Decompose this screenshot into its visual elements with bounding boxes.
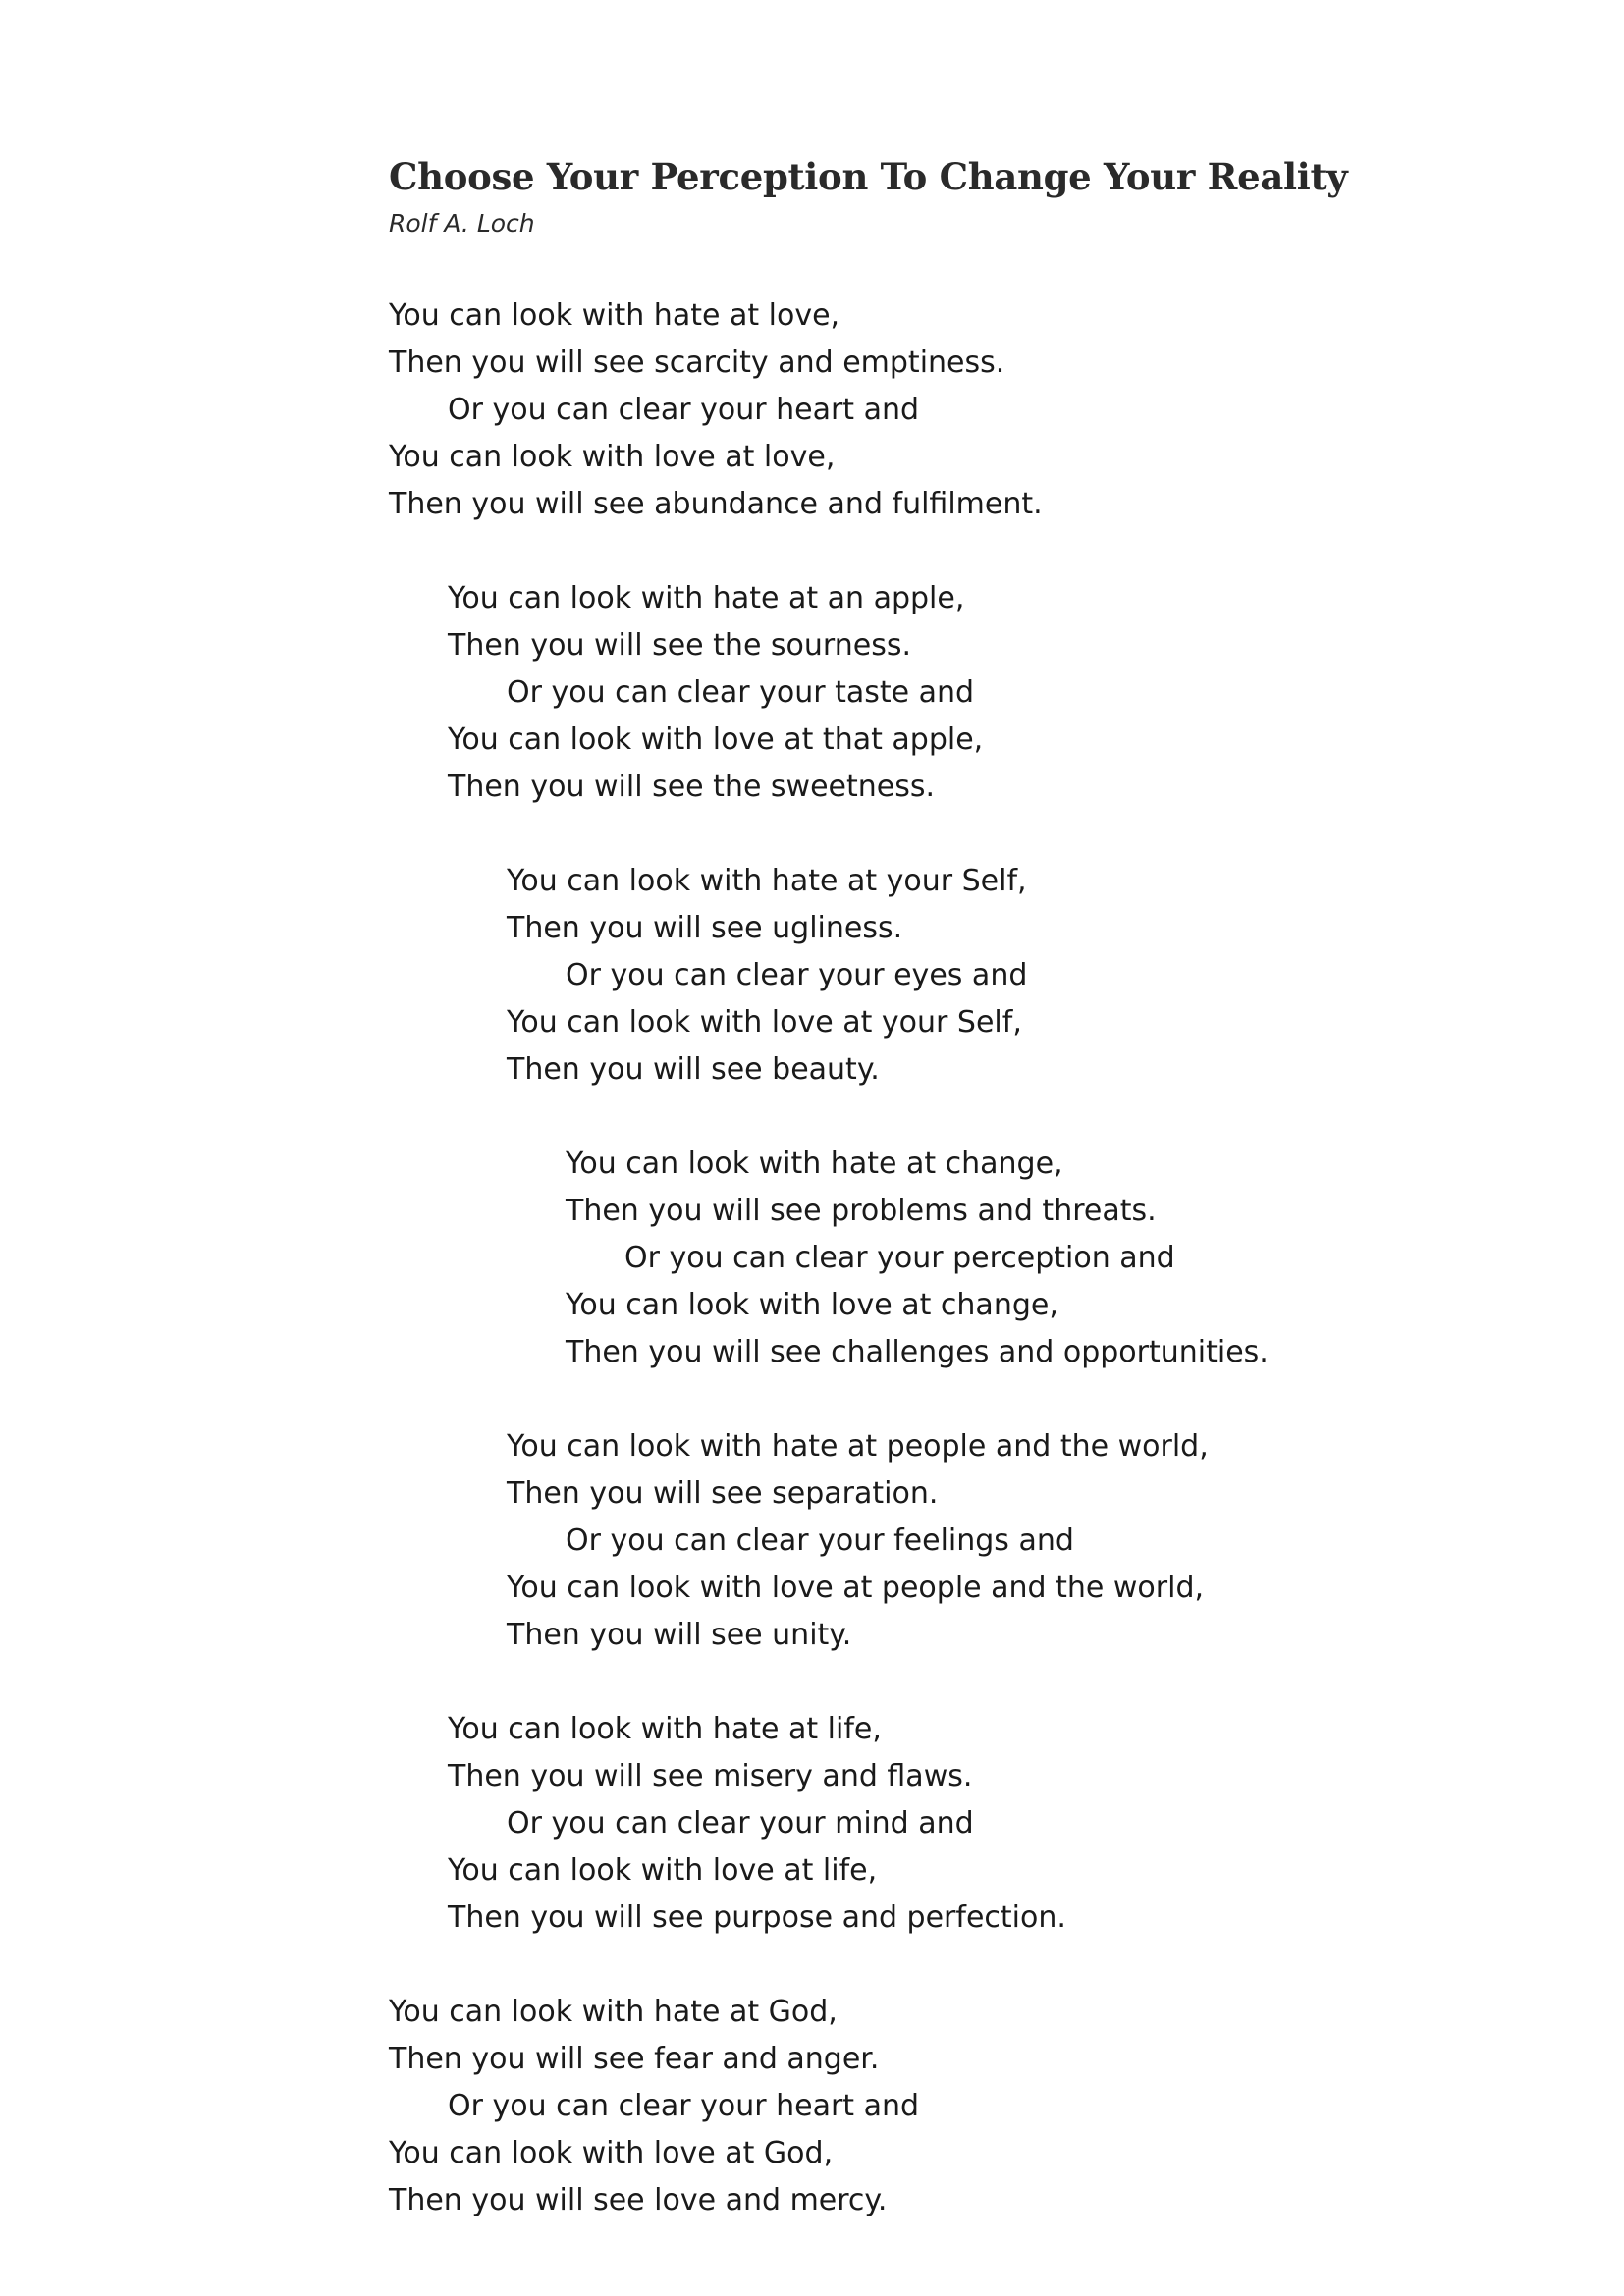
poem-line: You can look with love at change, <box>566 1288 1058 1322</box>
poem-line: You can look with love at people and the world, <box>507 1571 1205 1605</box>
stanza <box>389 858 1269 1094</box>
poem-line: You can look with hate at change, <box>566 1147 1063 1181</box>
poem-line: Or you can clear your heart and <box>448 393 920 427</box>
poem-line: Then you will see separation. <box>507 1476 939 1511</box>
poem-line: Or you can clear your feelings and <box>566 1523 1074 1558</box>
poem-line: Or you can clear your perception and <box>624 1241 1175 1275</box>
poem-line: You can look with love at that apple, <box>448 722 984 757</box>
poem-line: Then you will see purpose and perfection. <box>448 1900 1066 1935</box>
poem-line: Or you can clear your taste and <box>507 675 975 710</box>
poem-line: Then you will see scarcity and emptiness. <box>389 346 1005 380</box>
poem-line: You can look with hate at people and the world, <box>507 1429 1209 1464</box>
poem-line: Then you will see unity. <box>507 1618 852 1652</box>
poem-line: Or you can clear your mind and <box>507 1806 974 1841</box>
poem-line: Then you will see problems and threats. <box>566 1194 1157 1228</box>
stanza <box>389 1141 1269 1376</box>
poem-line: Then you will see abundance and fulfilment. <box>389 487 1043 521</box>
poem-line: You can look with hate at your Self, <box>507 864 1027 898</box>
stanza <box>389 293 1269 528</box>
poem-line: Then you will see the sourness. <box>448 628 912 663</box>
stanza <box>389 575 1269 811</box>
poem-line: You can look with love at God, <box>389 2136 834 2170</box>
poem-line: You can look with love at your Self, <box>507 1005 1022 1040</box>
poem-line: You can look with love at life, <box>448 1853 878 1888</box>
poem-line: Or you can clear your heart and <box>448 2089 920 2123</box>
poem-title: Choose Your Perception To Change Your Reality <box>389 155 1348 198</box>
poem-line: Then you will see fear and anger. <box>389 2042 880 2076</box>
poem-line: You can look with love at love, <box>389 440 836 474</box>
poem-line: Then you will see misery and flaws. <box>448 1759 973 1793</box>
poem-author: Rolf A. Loch <box>389 209 535 238</box>
stanza <box>389 1989 1269 2224</box>
poem-line: Then you will see ugliness. <box>507 911 903 945</box>
poem-body <box>389 293 1269 2271</box>
poem-line: Then you will see beauty. <box>507 1052 880 1087</box>
poem-line: You can look with hate at an apple, <box>448 581 965 615</box>
poem-line: Then you will see the sweetness. <box>448 770 936 804</box>
poem-line: Then you will see challenges and opportunities. <box>566 1335 1269 1369</box>
poem-line: You can look with hate at God, <box>389 1995 838 2029</box>
stanza <box>389 1706 1269 1942</box>
poem-line: Then you will see love and mercy. <box>389 2183 888 2217</box>
poem-line: You can look with hate at love, <box>389 298 840 333</box>
stanza <box>389 1423 1269 1659</box>
poem-line: Or you can clear your eyes and <box>566 958 1028 992</box>
poem-line: You can look with hate at life, <box>448 1712 882 1746</box>
